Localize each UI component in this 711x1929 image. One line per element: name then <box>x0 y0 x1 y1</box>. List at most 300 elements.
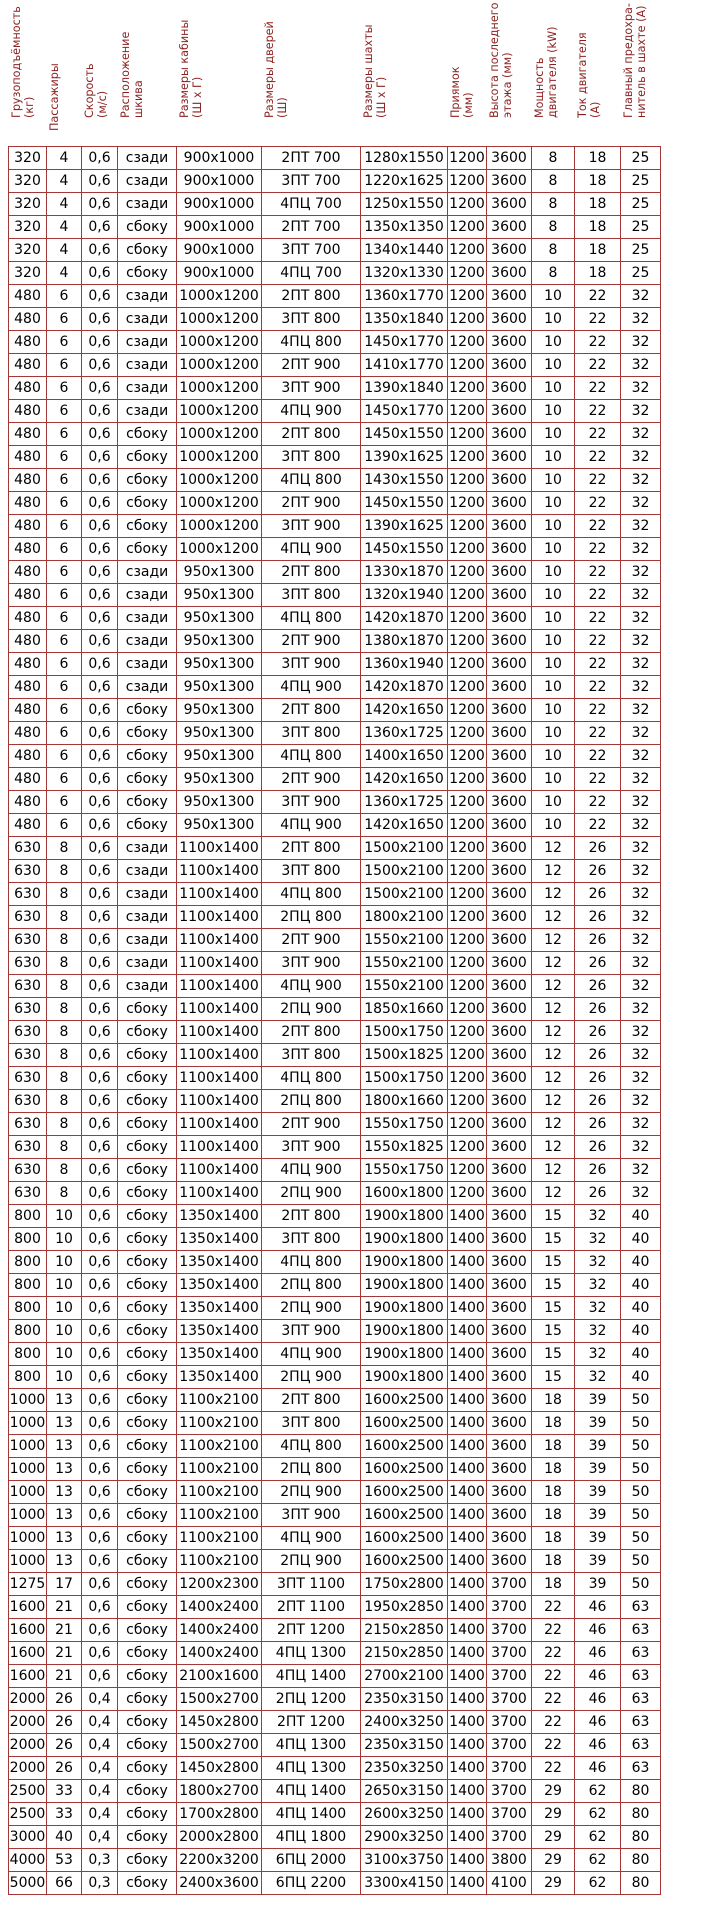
cell-fuse: 63 <box>621 1596 661 1619</box>
cell-passengers: 13 <box>47 1389 82 1412</box>
cell-passengers: 6 <box>47 492 82 515</box>
table-row <box>9 285 661 308</box>
cell-speed: 0,6 <box>82 1067 118 1090</box>
cell-shaft: 1600x2500 <box>361 1435 448 1458</box>
table-row <box>9 1021 661 1044</box>
column-header-label: Приямок (мм) <box>449 66 475 118</box>
cell-shaft: 1420x1650 <box>361 768 448 791</box>
cell-cabin: 1200x2300 <box>177 1573 262 1596</box>
table-row <box>9 722 661 745</box>
cell-shaft: 1350x1350 <box>361 216 448 239</box>
cell-cabin: 1100x1400 <box>177 837 262 860</box>
cell-motor_power: 8 <box>532 262 575 285</box>
cell-cabin: 950x1300 <box>177 676 262 699</box>
table-row <box>9 147 661 170</box>
cell-passengers: 6 <box>47 377 82 400</box>
cell-motor_current: 26 <box>575 837 621 860</box>
cell-speed: 0,4 <box>82 1734 118 1757</box>
column-header-label: Размеры дверей (Ш) <box>263 21 289 118</box>
table-row <box>9 1343 661 1366</box>
cell-passengers: 8 <box>47 1021 82 1044</box>
cell-sheave: сзади <box>118 607 177 630</box>
cell-shaft: 1340x1440 <box>361 239 448 262</box>
cell-capacity: 480 <box>9 814 47 837</box>
cell-cabin: 2200x3200 <box>177 1849 262 1872</box>
cell-fuse: 80 <box>621 1872 661 1895</box>
cell-fuse: 32 <box>621 814 661 837</box>
cell-pit: 1200 <box>448 699 487 722</box>
cell-pit: 1200 <box>448 1182 487 1205</box>
cell-capacity: 1000 <box>9 1481 47 1504</box>
cell-fuse: 50 <box>621 1458 661 1481</box>
cell-shaft: 1900x1800 <box>361 1343 448 1366</box>
table-row <box>9 308 661 331</box>
cell-fuse: 50 <box>621 1573 661 1596</box>
cell-capacity: 480 <box>9 538 47 561</box>
cell-fuse: 32 <box>621 308 661 331</box>
cell-motor_current: 26 <box>575 1090 621 1113</box>
cell-capacity: 480 <box>9 561 47 584</box>
cell-fuse: 50 <box>621 1527 661 1550</box>
cell-cabin: 900x1000 <box>177 239 262 262</box>
cell-top_floor: 3600 <box>487 929 532 952</box>
cell-cabin: 1000x1200 <box>177 492 262 515</box>
cell-doors: 4ПЦ 800 <box>262 745 361 768</box>
cell-speed: 0,6 <box>82 1504 118 1527</box>
cell-fuse: 63 <box>621 1642 661 1665</box>
cell-doors: 2ПТ 800 <box>262 423 361 446</box>
cell-speed: 0,4 <box>82 1803 118 1826</box>
cell-shaft: 1360x1770 <box>361 285 448 308</box>
cell-sheave: сбоку <box>118 1550 177 1573</box>
cell-sheave: сбоку <box>118 722 177 745</box>
cell-sheave: сбоку <box>118 1872 177 1895</box>
cell-shaft: 1450x1550 <box>361 538 448 561</box>
cell-sheave: сбоку <box>118 998 177 1021</box>
cell-motor_power: 8 <box>532 216 575 239</box>
cell-doors: 2ПТ 900 <box>262 630 361 653</box>
cell-sheave: сзади <box>118 193 177 216</box>
cell-passengers: 8 <box>47 975 82 998</box>
column-header-label: Мощность двигателя (kW) <box>533 26 559 118</box>
cell-cabin: 1100x1400 <box>177 1044 262 1067</box>
cell-speed: 0,6 <box>82 745 118 768</box>
cell-motor_current: 22 <box>575 653 621 676</box>
cell-passengers: 4 <box>47 239 82 262</box>
table-row <box>9 1113 661 1136</box>
cell-top_floor: 3600 <box>487 1136 532 1159</box>
cell-fuse: 32 <box>621 1136 661 1159</box>
cell-doors: 2ПТ 900 <box>262 354 361 377</box>
table-row <box>9 837 661 860</box>
cell-capacity: 5000 <box>9 1872 47 1895</box>
cell-top_floor: 3600 <box>487 791 532 814</box>
cell-capacity: 2000 <box>9 1711 47 1734</box>
spec-table-body <box>9 147 661 1895</box>
cell-cabin: 1100x2100 <box>177 1458 262 1481</box>
cell-motor_power: 22 <box>532 1688 575 1711</box>
cell-pit: 1400 <box>448 1527 487 1550</box>
cell-motor_power: 12 <box>532 1067 575 1090</box>
cell-speed: 0,6 <box>82 1665 118 1688</box>
cell-shaft: 2150x2850 <box>361 1619 448 1642</box>
cell-pit: 1200 <box>448 768 487 791</box>
cell-shaft: 2650x3150 <box>361 1780 448 1803</box>
cell-pit: 1400 <box>448 1481 487 1504</box>
cell-cabin: 900x1000 <box>177 262 262 285</box>
cell-sheave: сзади <box>118 860 177 883</box>
cell-doors: 4ПЦ 800 <box>262 1435 361 1458</box>
cell-motor_power: 22 <box>532 1619 575 1642</box>
cell-sheave: сбоку <box>118 239 177 262</box>
cell-motor_current: 26 <box>575 1159 621 1182</box>
table-row <box>9 1527 661 1550</box>
cell-shaft: 1550x2100 <box>361 952 448 975</box>
cell-doors: 2ПТ 800 <box>262 837 361 860</box>
cell-fuse: 32 <box>621 1182 661 1205</box>
cell-pit: 1400 <box>448 1826 487 1849</box>
cell-passengers: 8 <box>47 1182 82 1205</box>
cell-shaft: 1450x1770 <box>361 400 448 423</box>
cell-pit: 1400 <box>448 1573 487 1596</box>
cell-top_floor: 3600 <box>487 1527 532 1550</box>
cell-sheave: сбоку <box>118 492 177 515</box>
cell-shaft: 1420x1870 <box>361 676 448 699</box>
cell-cabin: 950x1300 <box>177 630 262 653</box>
cell-passengers: 8 <box>47 929 82 952</box>
cell-motor_power: 18 <box>532 1412 575 1435</box>
cell-doors: 2ПТ 800 <box>262 285 361 308</box>
cell-pit: 1400 <box>448 1205 487 1228</box>
table-row <box>9 469 661 492</box>
cell-motor_current: 22 <box>575 423 621 446</box>
table-row <box>9 1688 661 1711</box>
cell-cabin: 1000x1200 <box>177 308 262 331</box>
cell-cabin: 1100x2100 <box>177 1481 262 1504</box>
cell-passengers: 6 <box>47 538 82 561</box>
cell-motor_current: 18 <box>575 147 621 170</box>
cell-capacity: 2000 <box>9 1757 47 1780</box>
cell-shaft: 1410x1770 <box>361 354 448 377</box>
cell-speed: 0,6 <box>82 1596 118 1619</box>
cell-speed: 0,6 <box>82 1297 118 1320</box>
cell-passengers: 10 <box>47 1228 82 1251</box>
cell-motor_power: 10 <box>532 722 575 745</box>
cell-shaft: 1390x1625 <box>361 446 448 469</box>
cell-pit: 1200 <box>448 193 487 216</box>
cell-passengers: 6 <box>47 285 82 308</box>
cell-passengers: 26 <box>47 1711 82 1734</box>
cell-motor_current: 26 <box>575 906 621 929</box>
cell-doors: 4ПЦ 1800 <box>262 1826 361 1849</box>
column-header-label: Размеры кабины (Ш х Г) <box>178 19 204 118</box>
cell-fuse: 32 <box>621 515 661 538</box>
cell-passengers: 10 <box>47 1205 82 1228</box>
cell-sheave: сзади <box>118 331 177 354</box>
cell-capacity: 320 <box>9 147 47 170</box>
cell-sheave: сбоку <box>118 1297 177 1320</box>
cell-pit: 1400 <box>448 1688 487 1711</box>
cell-capacity: 630 <box>9 1136 47 1159</box>
cell-motor_power: 10 <box>532 331 575 354</box>
cell-motor_current: 39 <box>575 1481 621 1504</box>
cell-motor_current: 32 <box>575 1366 621 1389</box>
cell-sheave: сбоку <box>118 262 177 285</box>
cell-shaft: 1500x2100 <box>361 860 448 883</box>
cell-motor_power: 12 <box>532 929 575 952</box>
cell-passengers: 17 <box>47 1573 82 1596</box>
cell-speed: 0,6 <box>82 1412 118 1435</box>
cell-top_floor: 3600 <box>487 1090 532 1113</box>
cell-fuse: 32 <box>621 699 661 722</box>
table-row <box>9 1159 661 1182</box>
cell-speed: 0,6 <box>82 1642 118 1665</box>
cell-passengers: 10 <box>47 1343 82 1366</box>
cell-motor_current: 26 <box>575 952 621 975</box>
cell-doors: 4ПЦ 1400 <box>262 1780 361 1803</box>
cell-top_floor: 3700 <box>487 1688 532 1711</box>
cell-motor_current: 22 <box>575 584 621 607</box>
cell-doors: 3ПТ 800 <box>262 584 361 607</box>
cell-passengers: 10 <box>47 1251 82 1274</box>
cell-cabin: 1100x1400 <box>177 975 262 998</box>
cell-doors: 2ПТ 800 <box>262 1389 361 1412</box>
table-header <box>8 0 711 143</box>
cell-doors: 2ПТ 800 <box>262 1021 361 1044</box>
cell-motor_current: 26 <box>575 860 621 883</box>
cell-cabin: 1100x1400 <box>177 1021 262 1044</box>
column-header-capacity <box>8 0 46 143</box>
cell-motor_current: 18 <box>575 262 621 285</box>
cell-top_floor: 3600 <box>487 170 532 193</box>
cell-motor_power: 18 <box>532 1481 575 1504</box>
cell-fuse: 80 <box>621 1849 661 1872</box>
cell-pit: 1200 <box>448 446 487 469</box>
cell-speed: 0,6 <box>82 1274 118 1297</box>
cell-motor_current: 22 <box>575 630 621 653</box>
cell-passengers: 6 <box>47 308 82 331</box>
cell-motor_current: 46 <box>575 1665 621 1688</box>
cell-cabin: 1000x1200 <box>177 446 262 469</box>
cell-capacity: 320 <box>9 170 47 193</box>
cell-shaft: 1390x1840 <box>361 377 448 400</box>
cell-capacity: 800 <box>9 1228 47 1251</box>
cell-sheave: сбоку <box>118 1435 177 1458</box>
cell-motor_power: 29 <box>532 1872 575 1895</box>
cell-doors: 2ПЦ 900 <box>262 1550 361 1573</box>
cell-fuse: 50 <box>621 1550 661 1573</box>
cell-pit: 1200 <box>448 791 487 814</box>
cell-motor_power: 29 <box>532 1803 575 1826</box>
cell-passengers: 6 <box>47 423 82 446</box>
cell-motor_power: 29 <box>532 1849 575 1872</box>
cell-doors: 2ПЦ 900 <box>262 1182 361 1205</box>
cell-motor_power: 22 <box>532 1734 575 1757</box>
cell-sheave: сбоку <box>118 699 177 722</box>
cell-cabin: 1700x2800 <box>177 1803 262 1826</box>
cell-sheave: сбоку <box>118 1205 177 1228</box>
cell-passengers: 8 <box>47 998 82 1021</box>
table-row <box>9 1619 661 1642</box>
cell-motor_current: 39 <box>575 1504 621 1527</box>
cell-pit: 1200 <box>448 377 487 400</box>
cell-speed: 0,4 <box>82 1757 118 1780</box>
cell-passengers: 13 <box>47 1504 82 1527</box>
cell-pit: 1200 <box>448 1067 487 1090</box>
cell-motor_power: 15 <box>532 1320 575 1343</box>
cell-pit: 1200 <box>448 561 487 584</box>
cell-doors: 4ПЦ 900 <box>262 1527 361 1550</box>
cell-doors: 4ПЦ 800 <box>262 469 361 492</box>
cell-fuse: 32 <box>621 377 661 400</box>
cell-shaft: 1550x1825 <box>361 1136 448 1159</box>
column-header-motor_power <box>531 0 574 143</box>
cell-speed: 0,6 <box>82 998 118 1021</box>
cell-cabin: 1100x1400 <box>177 883 262 906</box>
cell-shaft: 1550x1750 <box>361 1113 448 1136</box>
cell-sheave: сзади <box>118 561 177 584</box>
cell-fuse: 32 <box>621 331 661 354</box>
cell-cabin: 1100x1400 <box>177 929 262 952</box>
cell-speed: 0,4 <box>82 1780 118 1803</box>
table-row <box>9 423 661 446</box>
cell-pit: 1200 <box>448 998 487 1021</box>
cell-capacity: 800 <box>9 1297 47 1320</box>
cell-top_floor: 3600 <box>487 538 532 561</box>
cell-doors: 4ПЦ 900 <box>262 1343 361 1366</box>
table-row <box>9 860 661 883</box>
cell-motor_current: 39 <box>575 1389 621 1412</box>
cell-speed: 0,6 <box>82 768 118 791</box>
cell-shaft: 1500x2100 <box>361 883 448 906</box>
cell-motor_current: 62 <box>575 1826 621 1849</box>
cell-fuse: 32 <box>621 653 661 676</box>
table-row <box>9 1182 661 1205</box>
table-row <box>9 1550 661 1573</box>
cell-cabin: 1100x1400 <box>177 1136 262 1159</box>
cell-top_floor: 3600 <box>487 1159 532 1182</box>
cell-top_floor: 3700 <box>487 1596 532 1619</box>
cell-doors: 4ПЦ 900 <box>262 400 361 423</box>
cell-sheave: сбоку <box>118 1826 177 1849</box>
cell-shaft: 1600x2500 <box>361 1527 448 1550</box>
cell-fuse: 40 <box>621 1366 661 1389</box>
cell-cabin: 950x1300 <box>177 699 262 722</box>
cell-motor_power: 10 <box>532 377 575 400</box>
cell-top_floor: 3700 <box>487 1757 532 1780</box>
cell-capacity: 1600 <box>9 1642 47 1665</box>
cell-shaft: 1500x1750 <box>361 1067 448 1090</box>
cell-passengers: 4 <box>47 193 82 216</box>
cell-speed: 0,6 <box>82 285 118 308</box>
cell-passengers: 26 <box>47 1688 82 1711</box>
cell-top_floor: 3600 <box>487 653 532 676</box>
cell-motor_power: 10 <box>532 561 575 584</box>
cell-passengers: 6 <box>47 745 82 768</box>
cell-capacity: 1600 <box>9 1665 47 1688</box>
cell-top_floor: 3600 <box>487 1389 532 1412</box>
table-row <box>9 998 661 1021</box>
cell-speed: 0,6 <box>82 331 118 354</box>
cell-fuse: 50 <box>621 1412 661 1435</box>
cell-sheave: сбоку <box>118 1113 177 1136</box>
cell-shaft: 1550x2100 <box>361 975 448 998</box>
cell-pit: 1200 <box>448 607 487 630</box>
cell-doors: 2ПЦ 1200 <box>262 1688 361 1711</box>
cell-sheave: сбоку <box>118 216 177 239</box>
cell-pit: 1200 <box>448 262 487 285</box>
cell-pit: 1200 <box>448 975 487 998</box>
table-row <box>9 1642 661 1665</box>
cell-top_floor: 3600 <box>487 354 532 377</box>
cell-pit: 1400 <box>448 1435 487 1458</box>
cell-sheave: сбоку <box>118 1757 177 1780</box>
cell-motor_power: 12 <box>532 860 575 883</box>
cell-doors: 4ПЦ 1300 <box>262 1757 361 1780</box>
cell-capacity: 480 <box>9 492 47 515</box>
cell-motor_current: 22 <box>575 469 621 492</box>
cell-passengers: 8 <box>47 1136 82 1159</box>
cell-cabin: 900x1000 <box>177 193 262 216</box>
cell-speed: 0,6 <box>82 791 118 814</box>
cell-motor_power: 10 <box>532 676 575 699</box>
cell-top_floor: 3700 <box>487 1803 532 1826</box>
cell-pit: 1200 <box>448 653 487 676</box>
cell-sheave: сбоку <box>118 1228 177 1251</box>
cell-cabin: 1350x1400 <box>177 1251 262 1274</box>
cell-capacity: 2000 <box>9 1688 47 1711</box>
cell-top_floor: 3600 <box>487 699 532 722</box>
table-row <box>9 1067 661 1090</box>
table-row <box>9 676 661 699</box>
cell-pit: 1400 <box>448 1297 487 1320</box>
cell-speed: 0,6 <box>82 170 118 193</box>
table-row <box>9 193 661 216</box>
cell-doors: 2ПТ 1200 <box>262 1711 361 1734</box>
cell-passengers: 33 <box>47 1780 82 1803</box>
cell-doors: 4ПЦ 900 <box>262 814 361 837</box>
cell-capacity: 1600 <box>9 1619 47 1642</box>
cell-sheave: сзади <box>118 975 177 998</box>
cell-capacity: 320 <box>9 216 47 239</box>
cell-capacity: 480 <box>9 354 47 377</box>
cell-sheave: сзади <box>118 170 177 193</box>
cell-cabin: 950x1300 <box>177 607 262 630</box>
cell-cabin: 1000x1200 <box>177 423 262 446</box>
cell-top_floor: 3600 <box>487 1182 532 1205</box>
cell-motor_power: 15 <box>532 1366 575 1389</box>
cell-motor_current: 32 <box>575 1297 621 1320</box>
cell-fuse: 32 <box>621 469 661 492</box>
cell-motor_current: 26 <box>575 929 621 952</box>
cell-motor_current: 22 <box>575 722 621 745</box>
cell-passengers: 6 <box>47 446 82 469</box>
cell-motor_current: 22 <box>575 768 621 791</box>
cell-top_floor: 3600 <box>487 837 532 860</box>
table-row <box>9 331 661 354</box>
cell-sheave: сбоку <box>118 1688 177 1711</box>
cell-speed: 0,6 <box>82 630 118 653</box>
cell-passengers: 8 <box>47 952 82 975</box>
cell-fuse: 63 <box>621 1688 661 1711</box>
cell-sheave: сбоку <box>118 814 177 837</box>
cell-shaft: 1420x1650 <box>361 814 448 837</box>
table-row <box>9 1803 661 1826</box>
cell-motor_power: 10 <box>532 423 575 446</box>
cell-capacity: 320 <box>9 262 47 285</box>
cell-cabin: 1000x1200 <box>177 331 262 354</box>
cell-speed: 0,6 <box>82 1044 118 1067</box>
